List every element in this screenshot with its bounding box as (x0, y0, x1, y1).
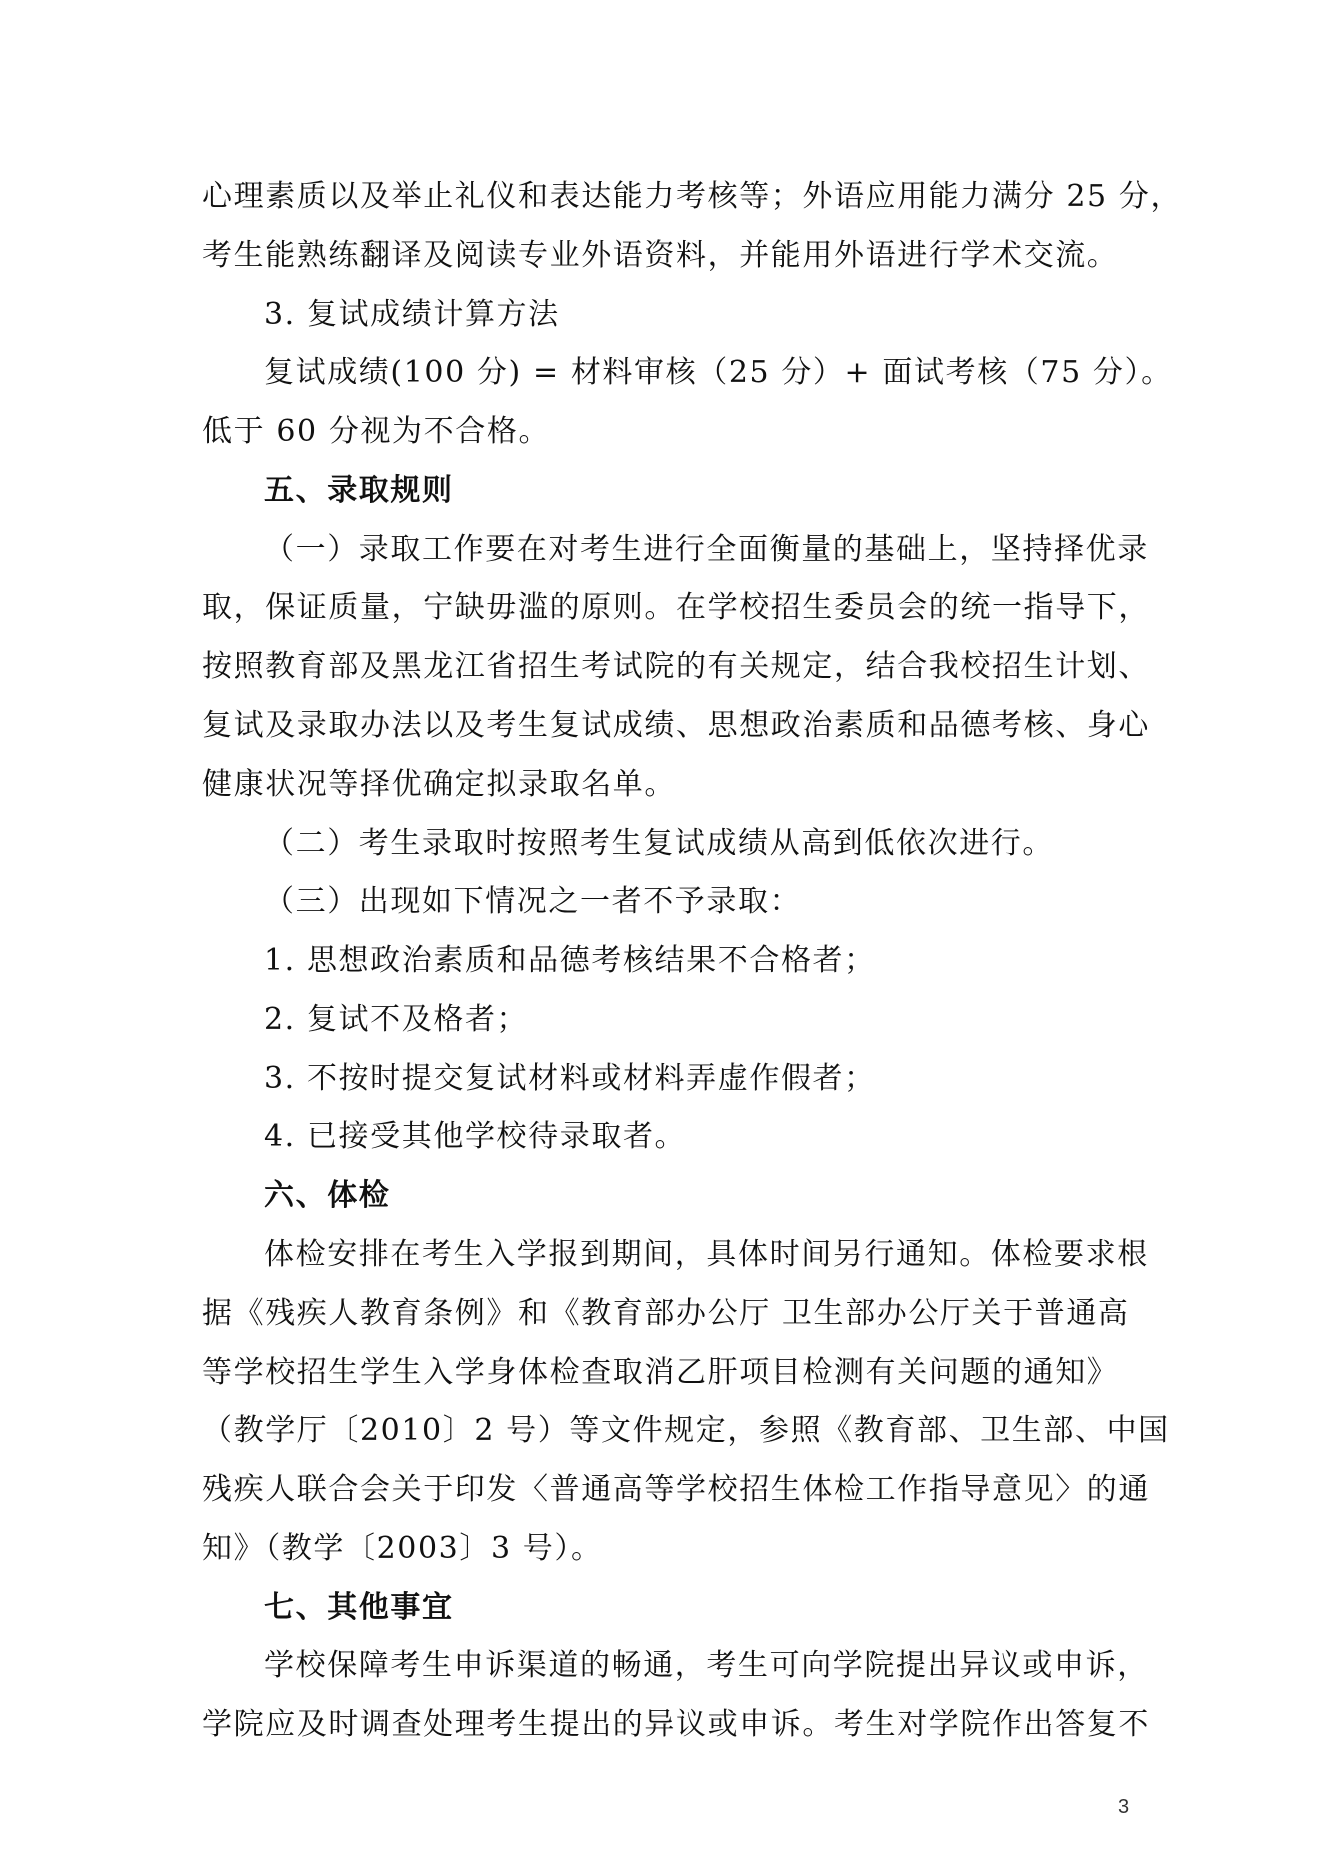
list-item: 2. 复试不及格者； (264, 1002, 529, 1037)
section-heading: 七、其他事宜 (264, 1590, 454, 1625)
paragraph-line: 体检安排在考生入学报到期间，具体时间另行通知。体检要求根 (264, 1237, 1149, 1272)
page-number: 3 (1118, 1796, 1130, 1818)
paragraph-line: （二）考生录取时按照考生复试成绩从高到低依次进行。 (264, 826, 1054, 861)
paragraph-line: 低于 60 分视为不合格。 (202, 414, 551, 449)
paragraph-line: 考生能熟练翻译及阅读专业外语资料，并能用外语进行学术交流。 (202, 238, 1119, 273)
paragraph-line: 学校保障考生申诉渠道的畅通，考生可向学院提出异议或申诉， (264, 1648, 1149, 1683)
paragraph-line: 复试及录取办法以及考生复试成绩、思想政治素质和品德考核、身心 (202, 708, 1150, 743)
paragraph-line: 取，保证质量，宁缺毋滥的原则。在学校招生委员会的统一指导下， (202, 590, 1150, 625)
paragraph-line: （三）出现如下情况之一者不予录取： (264, 884, 802, 919)
paragraph-line: 学院应及时调查处理考生提出的异议或申诉。考生对学院作出答复不 (202, 1707, 1150, 1742)
paragraph-line: （教学厅〔2010〕2 号）等文件规定，参照《教育部、卫生部、中国 (202, 1413, 1170, 1448)
paragraph-line: 残疾人联合会关于印发〈普通高等学校招生体检工作指导意见〉的通 (202, 1472, 1150, 1507)
list-item: 1. 思想政治素质和品德考核结果不合格者； (264, 943, 876, 978)
paragraph-line: 心理素质以及举止礼仪和表达能力考核等；外语应用能力满分 25 分， (202, 179, 1183, 214)
section-heading: 六、体检 (264, 1178, 391, 1213)
list-item: 4. 已接受其他学校待录取者。 (264, 1119, 687, 1154)
paragraph-line: 复试成绩(100 分) = 材料审核（25 分）+ 面试考核（75 分）。 (264, 355, 1173, 390)
paragraph-line: （一）录取工作要在对考生进行全面衡量的基础上，坚持择优录 (264, 532, 1149, 567)
section-heading: 五、录取规则 (264, 473, 454, 508)
paragraph-line: 按照教育部及黑龙江省招生考试院的有关规定，结合我校招生计划、 (202, 649, 1150, 684)
subheading-line: 3. 复试成绩计算方法 (264, 297, 560, 332)
paragraph-line: 知》（教学〔2003〕3 号）。 (202, 1531, 603, 1566)
paragraph-line: 健康状况等择优确定拟录取名单。 (202, 767, 676, 802)
paragraph-line: 等学校招生学生入学身体检查取消乙肝项目检测有关问题的通知》 (202, 1355, 1119, 1390)
list-item: 3. 不按时提交复试材料或材料弄虚作假者； (264, 1061, 876, 1096)
paragraph-line: 据《残疾人教育条例》和《教育部办公厅 卫生部办公厅关于普通高 (202, 1296, 1130, 1331)
